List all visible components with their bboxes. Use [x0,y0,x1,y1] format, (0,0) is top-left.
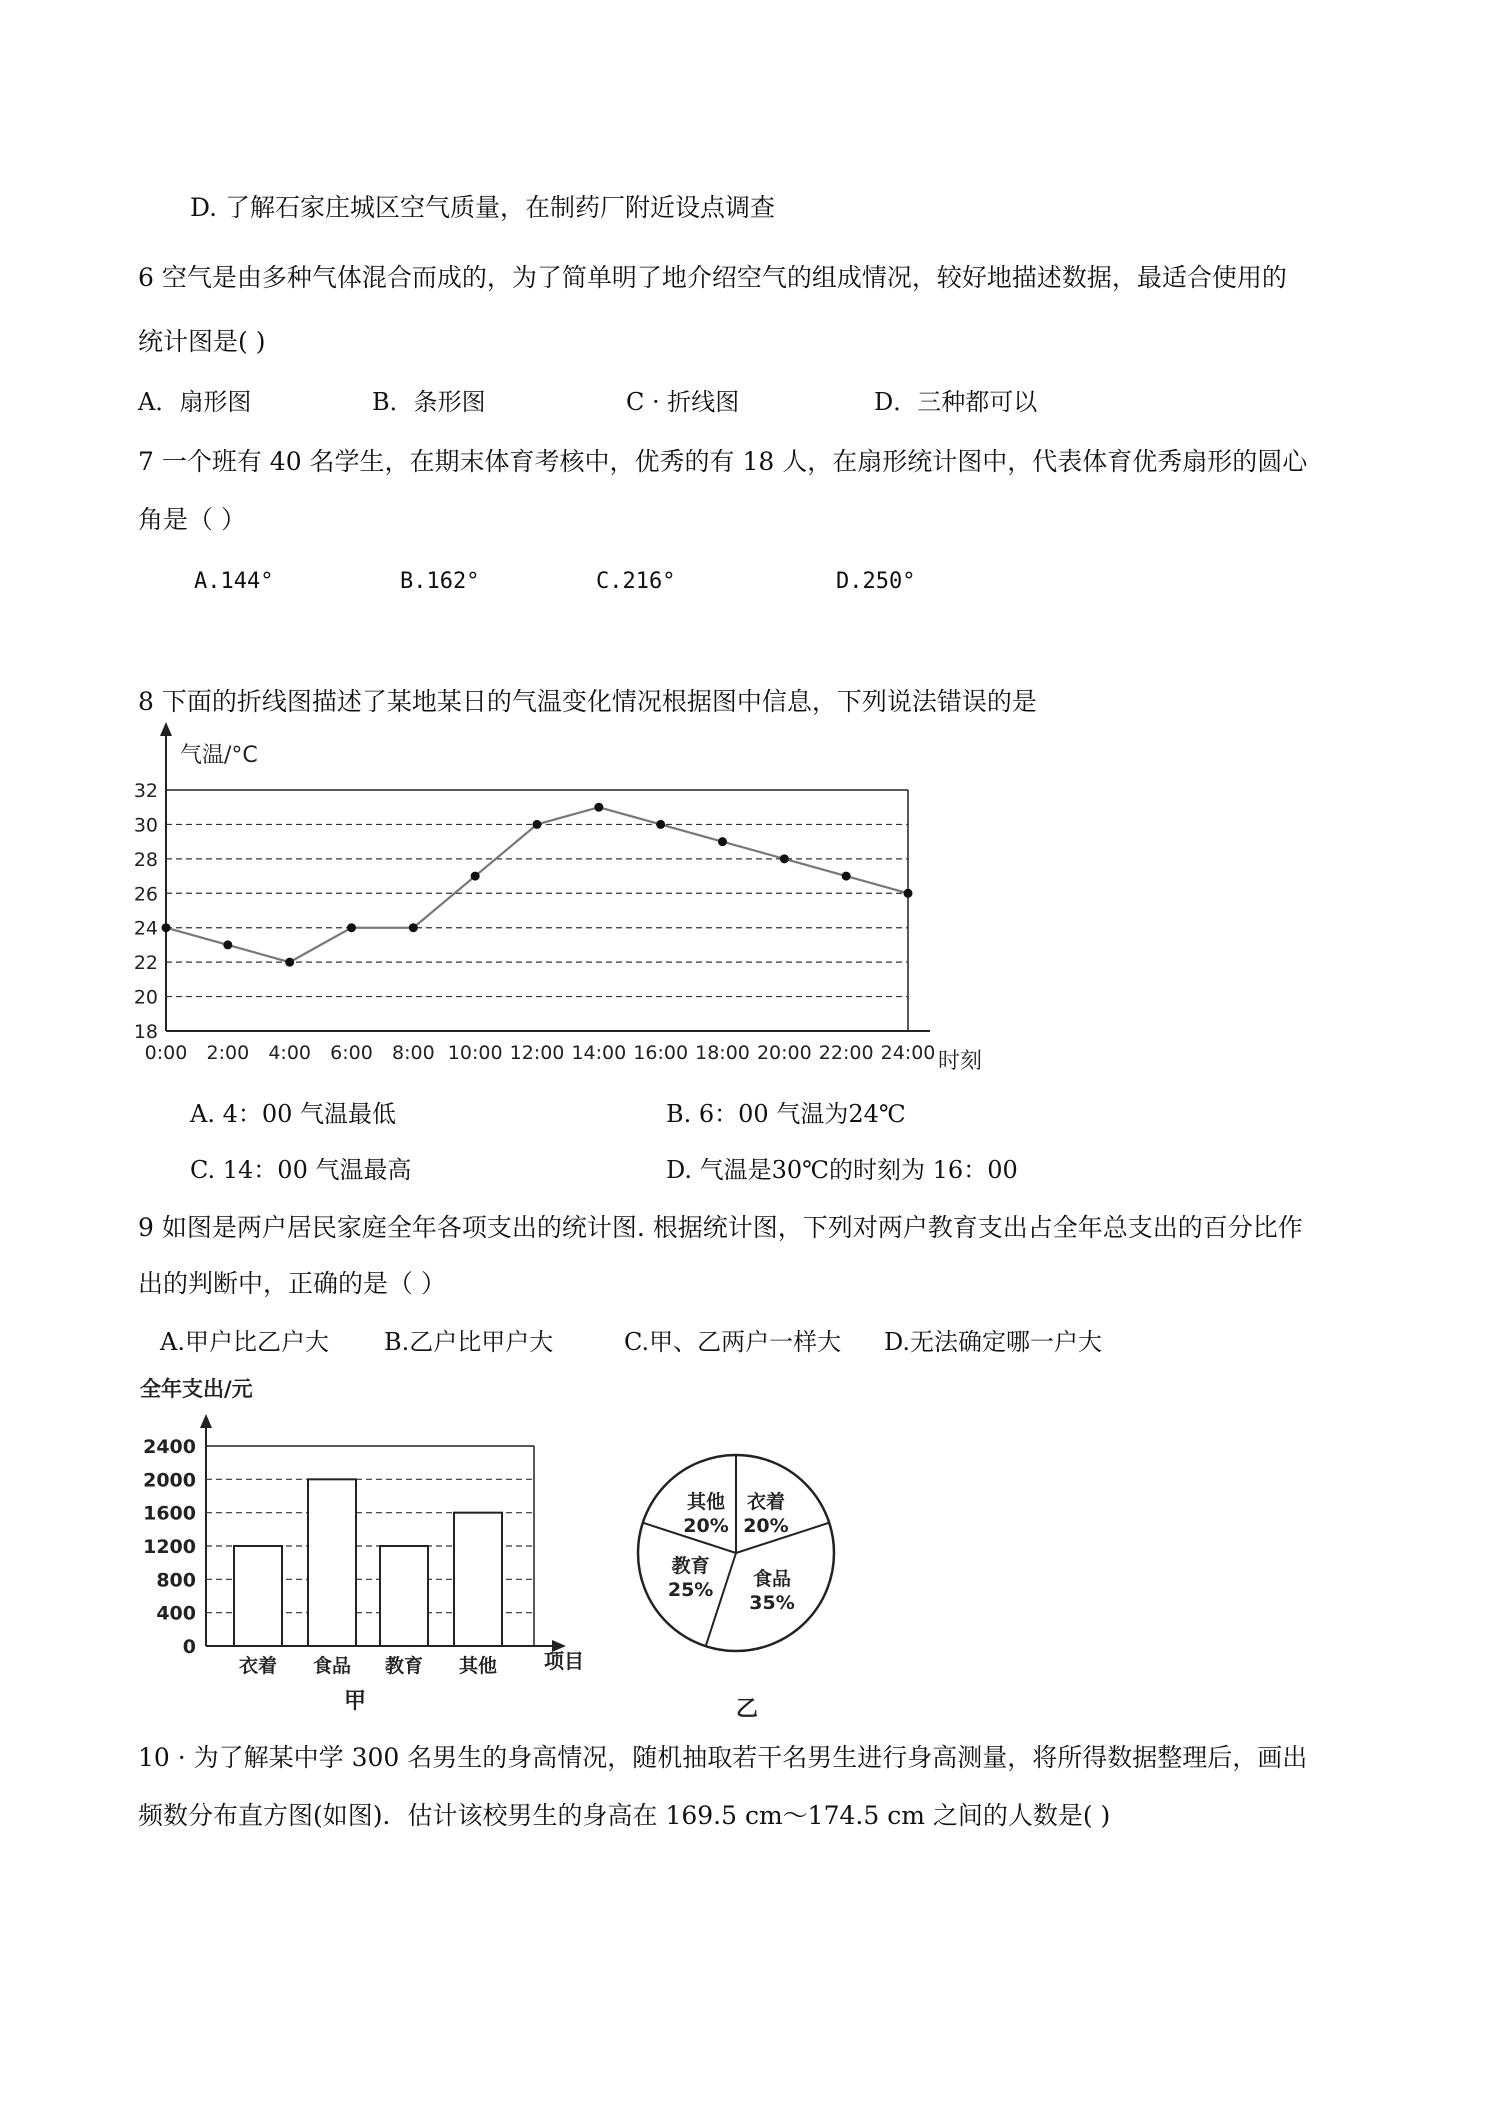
line-chart-xtick-label: 18:00 [695,1042,750,1064]
bar-chart-ylabel: 全年支出/元 [140,1377,253,1401]
line-chart-ylabel: 气温/°C [180,743,258,768]
bar-chart-ytick-label: 400 [156,1602,196,1625]
q10-stem-line2: 频数分布直方图(如图)．估计该校男生的身高在 169.5 cm～174.5 cm 之间的人数是( ) [138,1801,1111,1830]
bar-chart-ytick-label: 800 [156,1569,196,1592]
bar-chart-category-label: 其他 [458,1655,498,1677]
q6-option-d: D．三种都可以 [874,388,1038,416]
line-chart-xtick-label: 2:00 [206,1042,250,1064]
line-chart-xtick-label: 14:00 [571,1042,627,1064]
line-chart-xtick-label: 12:00 [509,1042,565,1064]
q9-option-d: D.无法确定哪一户大 [884,1328,1103,1356]
bar-chart-caption: 甲 [344,1689,367,1714]
pie-chart-slice-label: 其他 [687,1490,726,1513]
q8-option-d: D. 气温是30℃的时刻为 16：00 [666,1156,1018,1184]
q7-stem-line1: 7 一个班有 40 名学生，在期末体育考核中，优秀的有 18 人，在扇形统计图中，代表体育优秀扇形的圆心 [138,447,1308,476]
q5-option-d: D. 了解石家庄城区空气质量，在制药厂附近设点调查 [190,193,776,222]
line-chart-xtick-label: 10:00 [447,1042,503,1064]
pie-chart-slice-pct: 20% [683,1514,729,1537]
bar-chart-ytick-label: 1600 [143,1502,196,1525]
line-chart-xtick-label: 16:00 [633,1042,689,1064]
q9-option-a: A.甲户比乙户大 [160,1328,329,1356]
line-chart-xlabel: 时刻 [938,1049,983,1074]
pie-chart-slice-pct: 20% [743,1514,789,1537]
bar-chart-xlabel: 项目 [544,1649,584,1673]
bar-chart-ytick-label: 1200 [143,1536,196,1558]
line-chart-xtick-label: 22:00 [818,1042,874,1064]
q9-option-b: B.乙户比甲户大 [384,1328,554,1356]
q9-stem-line2: 出的判断中，正确的是（ ） [138,1269,446,1298]
q7-option-d: D.250° [836,569,916,594]
q8-option-b: B. 6：00 气温为24℃ [666,1100,906,1128]
line-chart-xtick-label: 24:00 [880,1042,936,1064]
bar-chart-category-label: 衣着 [238,1655,278,1677]
pie-chart-slice-label: 教育 [671,1555,710,1578]
q6-option-b: B．条形图 [372,388,486,416]
line-chart-xtick-label: 8:00 [391,1042,435,1064]
q6-option-c: C · 折线图 [626,388,740,416]
line-chart-ytick-label: 24 [133,917,158,940]
pie-chart-slice-label: 食品 [753,1568,792,1591]
q7-option-a: A.144° [194,569,274,594]
bar-chart-ytick-label: 2000 [143,1469,196,1492]
pie-chart-slice-pct: 25% [667,1579,714,1602]
bar-chart-category-label: 食品 [312,1655,352,1677]
line-chart-xtick-label: 6:00 [330,1042,373,1064]
q8-stem: 8 下面的折线图描述了某地某日的气温变化情况根据图中信息，下列说法错误的是 [138,687,1037,716]
q7-option-b: B.162° [400,569,480,594]
q8-option-c: C. 14：00 气温最高 [190,1156,412,1184]
bar-chart-category-label: 教育 [384,1655,424,1677]
pie-chart-slice-label: 衣着 [746,1490,785,1513]
q8-option-a: A. 4：00 气温最低 [190,1100,397,1128]
q6-stem-line2: 统计图是( ) [138,327,266,356]
q10-stem-line1: 10 · 为了解某中学 300 名男生的身高情况，随机抽取若干名男生进行身高测量，将所得数据整理后，画出 [138,1743,1308,1772]
q6-stem-line1: 6 空气是由多种气体混合而成的，为了简单明了地介绍空气的组成情况，较好地描述数据，最适合使用的 [138,263,1287,292]
q7-option-c: C.216° [596,569,676,594]
line-chart-xtick-label: 20:00 [756,1042,812,1064]
line-chart-ytick-label: 18 [133,1021,158,1043]
pie-chart-caption: 乙 [736,1697,759,1722]
bar-chart-ytick-label: 0 [182,1636,196,1658]
pie-chart-slice-pct: 35% [749,1592,795,1615]
line-chart-xtick-label: 4:00 [268,1042,312,1064]
line-chart-ytick-label: 20 [133,986,158,1009]
q7-stem-line2: 角是（ ） [138,505,246,534]
line-chart-xtick-label: 0:00 [144,1042,188,1064]
q9-option-c: C.甲、乙两户一样大 [624,1328,842,1356]
line-chart-ytick-label: 30 [133,814,158,837]
q6-option-a: A．扇形图 [138,388,252,416]
line-chart-ytick-label: 26 [133,883,158,906]
q9-stem-line1: 9 如图是两户居民家庭全年各项支出的统计图. 根据统计图，下列对两户教育支出占全年总支出的百分比作 [138,1213,1303,1242]
line-chart-ytick-label: 28 [133,848,158,871]
line-chart-ytick-label: 22 [133,952,158,975]
line-chart-ytick-label: 32 [133,780,158,802]
bar-chart-ytick-label: 2400 [143,1436,196,1458]
